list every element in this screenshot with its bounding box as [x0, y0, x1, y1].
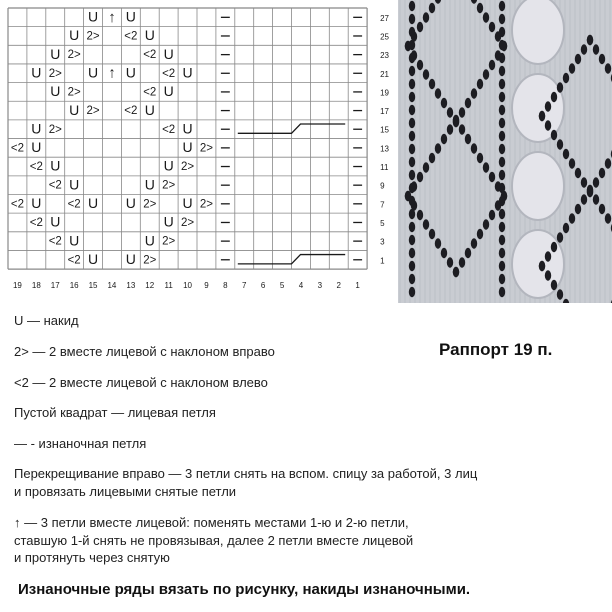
stitch-yarn-over: U	[69, 101, 80, 118]
stitch-yarn-over: U	[144, 232, 155, 249]
column-number-label: 9	[204, 281, 209, 291]
lace-hole	[477, 79, 483, 89]
row-number-label: 25	[380, 32, 390, 42]
lace-hole	[581, 44, 587, 54]
lace-hole	[429, 229, 435, 239]
lace-hole	[551, 280, 557, 290]
lace-hole	[557, 289, 563, 299]
cable-twist	[512, 0, 564, 64]
lace-hole	[569, 213, 575, 223]
lace-hole	[447, 257, 453, 267]
stitch-k2tog-right: 2>	[180, 217, 195, 230]
row-number-label: 17	[380, 107, 390, 117]
lace-hole	[477, 153, 483, 163]
lace-hole	[551, 242, 557, 252]
column-number-label: 4	[298, 281, 304, 291]
stitch-k2tog-right: 2>	[180, 161, 195, 174]
lace-hole	[499, 27, 505, 37]
knitted-sample-photo	[398, 0, 612, 303]
lace-hole	[499, 105, 505, 115]
stitch-three-together: ↑	[108, 8, 116, 26]
stitch-yarn-over: U	[87, 8, 99, 25]
lace-hole	[499, 235, 505, 245]
stitch-yarn-over: U	[125, 195, 136, 212]
lace-hole	[499, 287, 505, 297]
stitch-three-together: ↑	[108, 64, 116, 82]
legend-yarn-over: U — накид	[14, 313, 79, 328]
lace-hole	[417, 60, 423, 70]
stitch-k2tog-left: <2	[67, 254, 81, 267]
lace-hole	[499, 222, 505, 232]
lace-hole	[499, 40, 505, 50]
legend-three-together-line-1: ↑ — 3 петли вместе лицевой: поменять местами 1-ю и 2-ю петли,	[14, 515, 409, 530]
lace-hole	[557, 82, 563, 92]
lace-hole	[447, 124, 453, 134]
stitch-k2tog-right: 2>	[67, 86, 81, 99]
lace-hole	[557, 232, 563, 242]
lace-hole	[435, 143, 441, 153]
lace-hole	[423, 12, 429, 22]
lace-hole	[499, 170, 505, 180]
stitch-k2tog-right: 2>	[162, 179, 176, 192]
lace-hole	[409, 287, 415, 297]
stitch-yarn-over: U	[69, 27, 80, 44]
lace-hole	[499, 14, 505, 24]
lace-hole	[545, 251, 551, 261]
column-number-label: 12	[145, 281, 155, 291]
stitch-yarn-over: U	[182, 195, 193, 212]
lace-hole	[499, 1, 505, 11]
legend-k2tog-left: <2 — 2 вместе лицевой с наклоном влево	[14, 375, 268, 390]
lace-hole	[551, 130, 557, 140]
lace-hole	[409, 118, 415, 128]
lace-hole	[465, 98, 471, 108]
stitch-k2tog-left: <2	[10, 198, 25, 211]
lace-hole	[499, 196, 505, 206]
lace-hole	[499, 274, 505, 284]
lace-hole	[545, 120, 551, 130]
lace-hole	[599, 204, 605, 214]
column-number-label: 16	[69, 281, 79, 291]
chart-symbols	[11, 9, 362, 267]
lace-hole	[409, 27, 415, 37]
stitch-yarn-over: U	[125, 64, 136, 81]
legend-purl-stitch: — - изнаночная петля	[14, 436, 147, 451]
stitch-yarn-over: U	[50, 157, 61, 174]
lace-hole	[409, 274, 415, 284]
lace-hole	[499, 261, 505, 271]
legend-cable-right-line-1: Перекрещивание вправо — 3 петли снять на вспом. спицу за работой, 3 лиц	[14, 466, 478, 481]
lace-hole	[453, 267, 459, 277]
lace-hole	[489, 210, 495, 220]
stitch-k2tog-left: <2	[162, 123, 176, 136]
lace-hole	[489, 60, 495, 70]
legend-cable-right-line-2: и провязать лицевыми снятые петли	[14, 484, 237, 499]
stitch-k2tog-right: 2>	[162, 235, 176, 248]
lace-hole	[409, 1, 415, 11]
knitting-chart	[0, 0, 395, 300]
lace-hole	[409, 209, 415, 219]
row-number-label: 13	[380, 144, 390, 154]
lace-hole	[569, 158, 575, 168]
lace-hole	[423, 69, 429, 79]
stitch-yarn-over: U	[125, 8, 136, 25]
lace-hole	[489, 22, 495, 32]
lace-hole	[499, 53, 505, 63]
lace-hole	[409, 196, 415, 206]
lace-hole	[417, 172, 423, 182]
column-number-label: 8	[223, 281, 228, 291]
lace-hole	[441, 248, 447, 258]
lace-hole	[483, 162, 489, 172]
stitch-k2tog-right: 2>	[143, 254, 157, 267]
stitch-yarn-over: U	[31, 120, 42, 137]
stitch-k2tog-right: 2>	[48, 123, 62, 136]
lace-hole	[489, 172, 495, 182]
stitch-yarn-over: U	[182, 64, 193, 81]
stitch-yarn-over: U	[163, 213, 174, 230]
lace-hole	[441, 98, 447, 108]
legend-three-together-line-2: ставшую 1-й снять не провязывая, далее 2 петли вместе лицевой	[14, 533, 414, 548]
stitch-yarn-over: U	[31, 195, 42, 212]
stitch-k2tog-left: <2	[29, 161, 43, 174]
lace-hole	[447, 107, 453, 117]
lace-hole	[423, 162, 429, 172]
column-number-label: 19	[12, 281, 22, 291]
stitch-yarn-over: U	[69, 232, 80, 249]
stitch-k2tog-right: 2>	[199, 142, 214, 155]
stitch-yarn-over: U	[50, 83, 61, 100]
lace-hole	[465, 134, 471, 144]
lace-hole	[453, 115, 459, 125]
lace-hole	[599, 54, 605, 64]
column-number-label: 6	[260, 281, 266, 291]
row-number-label: 19	[380, 88, 390, 98]
legend-k2tog-right: 2> — 2 вместе лицевой с наклоном вправо	[14, 344, 275, 359]
lace-hole	[409, 92, 415, 102]
lace-hole	[499, 209, 505, 219]
lace-hole	[557, 139, 563, 149]
lace-hole	[605, 213, 611, 223]
lace-hole	[459, 124, 465, 134]
row-number-label: 15	[380, 125, 390, 135]
stitch-yarn-over: U	[69, 176, 80, 193]
stitch-k2tog-left: <2	[48, 235, 62, 248]
stitch-yarn-over: U	[87, 250, 99, 267]
row-number-label: 7	[380, 200, 385, 210]
stitch-yarn-over: U	[182, 120, 193, 137]
lace-hole	[409, 170, 415, 180]
stitch-k2tog-left: <2	[67, 198, 81, 211]
lace-hole	[409, 14, 415, 24]
lace-hole	[423, 219, 429, 229]
lace-hole	[499, 144, 505, 154]
lace-hole	[605, 158, 611, 168]
column-number-label: 1	[355, 281, 360, 291]
stitch-yarn-over: U	[31, 139, 42, 156]
lace-hole	[417, 22, 423, 32]
column-number-label: 13	[126, 281, 136, 291]
stitch-yarn-over: U	[144, 27, 155, 44]
lace-hole	[409, 79, 415, 89]
column-number-label: 2	[336, 281, 341, 291]
lace-hole	[605, 63, 611, 73]
stitch-k2tog-right: 2>	[48, 67, 62, 80]
lace-hole	[409, 40, 415, 50]
lace-hole	[429, 3, 435, 13]
stitch-yarn-over: U	[125, 250, 136, 267]
stitch-k2tog-left: <2	[143, 49, 157, 62]
lace-hole	[499, 92, 505, 102]
lace-hole	[563, 73, 569, 83]
row-number-label: 3	[380, 237, 385, 247]
lace-hole	[593, 177, 599, 187]
lace-hole	[581, 194, 587, 204]
lace-hole	[575, 54, 581, 64]
lace-hole	[545, 101, 551, 111]
lace-hole	[593, 44, 599, 54]
stitch-k2tog-right: 2>	[67, 49, 81, 62]
lace-hole	[409, 157, 415, 167]
lace-hole	[499, 183, 505, 193]
column-number-label: 11	[164, 281, 173, 291]
lace-hole	[569, 63, 575, 73]
column-number-label: 18	[31, 281, 41, 291]
rapport-label: Раппорт 19 п.	[439, 340, 553, 359]
legend-three-together-line-3: и протянуть через снятую	[14, 550, 170, 565]
stitch-k2tog-right: 2>	[86, 30, 100, 43]
lace-hole	[499, 66, 505, 76]
legend-knit-stitch: Пустой квадрат — лицевая петля	[14, 405, 216, 420]
lace-hole	[429, 153, 435, 163]
stitch-yarn-over: U	[163, 83, 174, 100]
lace-hole	[483, 219, 489, 229]
stitch-k2tog-left: <2	[10, 142, 25, 155]
stitch-k2tog-left: <2	[124, 30, 138, 43]
lace-hole	[409, 183, 415, 193]
lace-hole	[409, 131, 415, 141]
row-number-label: 1	[380, 256, 385, 266]
stitch-k2tog-left: <2	[162, 67, 176, 80]
lace-hole	[409, 222, 415, 232]
column-number-label: 3	[317, 281, 323, 291]
row-number-label: 21	[380, 69, 390, 79]
stitch-yarn-over: U	[50, 213, 61, 230]
lace-hole	[459, 107, 465, 117]
lace-hole	[435, 88, 441, 98]
lace-hole	[499, 131, 505, 141]
row-number-label: 23	[380, 51, 390, 61]
row-number-label: 27	[380, 13, 390, 23]
row-number-label: 5	[380, 218, 385, 228]
column-number-label: 14	[107, 281, 117, 291]
lace-hole	[465, 248, 471, 258]
stitch-yarn-over: U	[144, 176, 155, 193]
lace-hole	[575, 204, 581, 214]
lace-hole	[409, 248, 415, 258]
lace-hole	[483, 69, 489, 79]
stitch-k2tog-left: <2	[48, 179, 62, 192]
lace-hole	[575, 168, 581, 178]
lace-hole	[417, 210, 423, 220]
lace-hole	[551, 92, 557, 102]
lace-hole	[499, 118, 505, 128]
column-number-label: 5	[279, 281, 285, 291]
lace-hole	[587, 35, 593, 45]
lace-hole	[563, 149, 569, 159]
lace-hole	[471, 143, 477, 153]
lace-hole	[409, 53, 415, 63]
lace-hole	[409, 144, 415, 154]
stitch-yarn-over: U	[182, 139, 193, 156]
lace-hole	[477, 3, 483, 13]
lace-hole	[593, 194, 599, 204]
column-number-label: 15	[88, 281, 98, 291]
lace-hole	[545, 270, 551, 280]
lace-hole	[477, 229, 483, 239]
stitch-k2tog-left: <2	[143, 86, 157, 99]
lace-hole	[599, 168, 605, 178]
row-number-label: 9	[380, 181, 385, 191]
column-number-label: 17	[50, 281, 60, 291]
lace-hole	[499, 79, 505, 89]
lace-hole	[563, 223, 569, 233]
lace-hole	[499, 157, 505, 167]
lace-hole	[441, 134, 447, 144]
lace-hole	[483, 12, 489, 22]
column-number-label: 7	[242, 281, 247, 291]
column-number-label: 10	[183, 281, 193, 291]
stitch-yarn-over: U	[144, 101, 155, 118]
stitch-yarn-over: U	[87, 64, 99, 81]
stitch-yarn-over: U	[87, 195, 99, 212]
stitch-yarn-over: U	[163, 157, 174, 174]
stitch-k2tog-right: 2>	[86, 105, 100, 118]
lace-hole	[587, 185, 593, 195]
lace-hole	[409, 235, 415, 245]
stitch-k2tog-right: 2>	[143, 198, 157, 211]
lace-hole	[409, 261, 415, 271]
lace-hole	[471, 88, 477, 98]
stitch-yarn-over: U	[50, 45, 61, 62]
lace-hole	[459, 257, 465, 267]
lace-hole	[409, 66, 415, 76]
stitch-yarn-over: U	[163, 45, 174, 62]
lace-hole	[471, 238, 477, 248]
footer-note: Изнаночные ряды вязать по рисунку, накиды изнаночными.	[18, 581, 471, 598]
stitch-yarn-over: U	[31, 64, 42, 81]
lace-hole	[539, 261, 545, 271]
lace-hole	[435, 238, 441, 248]
cable-twist	[512, 152, 564, 220]
lace-hole	[409, 105, 415, 115]
lace-hole	[499, 248, 505, 258]
lace-hole	[581, 177, 587, 187]
row-number-label: 11	[380, 163, 389, 173]
stitch-k2tog-left: <2	[124, 105, 138, 118]
lace-hole	[429, 79, 435, 89]
lace-hole	[539, 111, 545, 121]
stitch-k2tog-right: 2>	[199, 198, 214, 211]
stitch-k2tog-left: <2	[29, 217, 43, 230]
